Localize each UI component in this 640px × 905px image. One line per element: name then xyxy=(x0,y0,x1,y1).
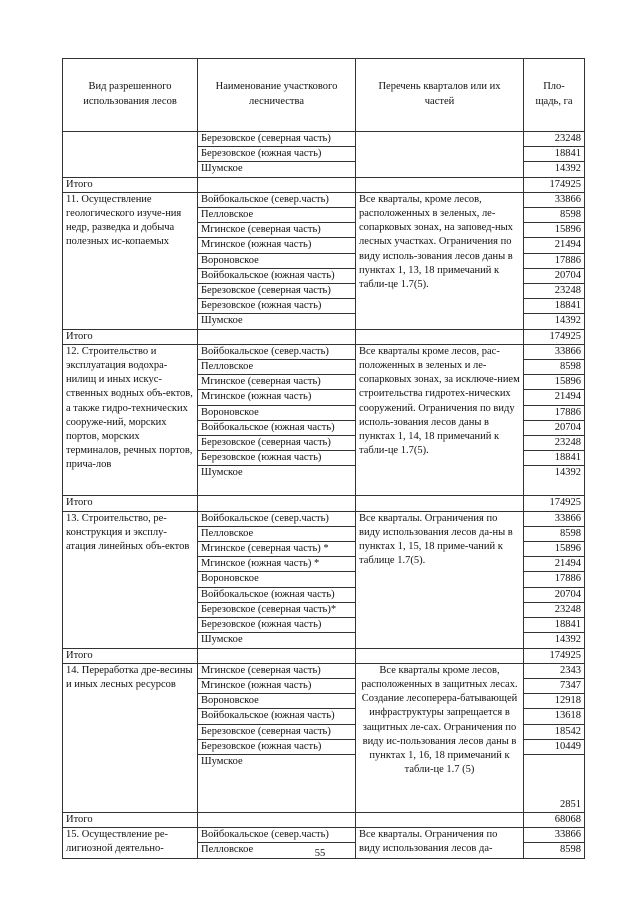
forest-use-table xyxy=(62,58,585,859)
table-cell: Березовское (северная часть) xyxy=(198,724,356,739)
table-row-total xyxy=(63,496,585,511)
table-cell: Мгинское (северная часть) xyxy=(198,223,356,238)
table-cell: Пелловское xyxy=(198,208,356,223)
table-row xyxy=(63,663,585,678)
table-cell: 68068 xyxy=(524,812,585,827)
table-cell xyxy=(356,511,524,648)
table-cell: 7347 xyxy=(524,678,585,693)
table-cell: Итого xyxy=(63,648,198,663)
table-cell: 10449 xyxy=(524,739,585,754)
table-cell: 21494 xyxy=(524,238,585,253)
table-cell: Шумское xyxy=(198,314,356,329)
table-cell: 23248 xyxy=(524,284,585,299)
table-cell: Березовское (южная часть) xyxy=(198,618,356,633)
table-cell: 17886 xyxy=(524,405,585,420)
cell-text: 12. Строительство и эксплуатация водохра-нилищ и иных искус-ственных водных объ-ектов, а также гидро-технических сооруже-ний, морских портов, морских терминалов, речных портов, прича-лов xyxy=(66,345,193,471)
table-cell: Вороновское xyxy=(198,253,356,268)
table-cell: 14392 xyxy=(524,633,585,648)
table-cell: 33866 xyxy=(524,344,585,359)
table-cell: 8598 xyxy=(524,360,585,375)
table-cell: Пелловское xyxy=(198,360,356,375)
table-cell: 15896 xyxy=(524,223,585,238)
table-row xyxy=(63,828,585,843)
table-cell: 23248 xyxy=(524,132,585,147)
table-cell: 8598 xyxy=(524,843,585,858)
table-cell: 174925 xyxy=(524,177,585,192)
table-cell: Войбокальское (южная часть) xyxy=(198,709,356,724)
table-cell xyxy=(356,496,524,511)
cell-text: Все кварталы. Ограничения по виду использования лесов да- xyxy=(359,829,498,855)
table-cell: Войбокальское (север.часть) xyxy=(198,828,356,843)
table-cell: 33866 xyxy=(524,192,585,207)
table-cell: Березовское (южная часть) xyxy=(198,147,356,162)
table-cell: Итого xyxy=(63,329,198,344)
table-cell: 17886 xyxy=(524,253,585,268)
table-row-total xyxy=(63,648,585,663)
table-cell xyxy=(356,344,524,496)
header-cell: Вид разрешенного использования лесов xyxy=(63,59,198,132)
table-row-total xyxy=(63,177,585,192)
table-cell xyxy=(356,812,524,827)
table-cell: Мгинское (южная часть) * xyxy=(198,557,356,572)
table-cell xyxy=(198,177,356,192)
table-cell: 23248 xyxy=(524,436,585,451)
table-cell: 21494 xyxy=(524,557,585,572)
table-cell: 18542 xyxy=(524,724,585,739)
table-cell: Мгинское (северная часть) xyxy=(198,663,356,678)
table-cell: 14392 xyxy=(524,466,585,496)
header-cell: Перечень кварталов или их частей xyxy=(356,59,524,132)
table-cell: Березовское (южная часть) xyxy=(198,739,356,754)
table-cell: 20704 xyxy=(524,587,585,602)
table-cell: 15896 xyxy=(524,375,585,390)
table-cell xyxy=(198,329,356,344)
cell-text: 14. Переработка дре-весины и иных лесных ресурсов xyxy=(66,664,193,690)
table-cell: 13618 xyxy=(524,709,585,724)
table-cell: 33866 xyxy=(524,511,585,526)
table-row xyxy=(63,192,585,207)
table-cell xyxy=(356,177,524,192)
table-cell: Мгинское (северная часть) * xyxy=(198,542,356,557)
table-cell: Войбокальское (южная часть) xyxy=(198,587,356,602)
table-cell: Войбокальское (север.часть) xyxy=(198,511,356,526)
table-cell: Вороновское xyxy=(198,405,356,420)
table-cell: Войбокальское (южная часть) xyxy=(198,420,356,435)
table-cell: Мгинское (южная часть) xyxy=(198,238,356,253)
cell-text: 15. Осуществление ре-лигиозной деятельно- xyxy=(66,829,169,855)
table-cell: Войбокальское (север.часть) xyxy=(198,192,356,207)
table-cell: Шумское xyxy=(198,633,356,648)
cell-text: Все кварталы, кроме лесов, расположенных в зеленых, ле-сопарковых зонах, на заповед-ных лесных участках. Ограничения по виду исполь-зования лесов даны в пунктах 1, 13, 18 примечаний к табли-це 1.7(5). xyxy=(359,193,513,291)
table-cell: Вороновское xyxy=(198,572,356,587)
table-cell: 20704 xyxy=(524,268,585,283)
cell-text: 11. Осуществление геологического изуче-ния недр, разведка и добыча полезных ис-копаемых xyxy=(66,193,182,248)
table-cell: 15896 xyxy=(524,542,585,557)
table-cell: 174925 xyxy=(524,329,585,344)
table-cell xyxy=(356,648,524,663)
table-cell: 18841 xyxy=(524,618,585,633)
table-cell: 2851 xyxy=(524,754,585,812)
table-cell: Итого xyxy=(63,177,198,192)
table-cell: 174925 xyxy=(524,648,585,663)
table-row-total xyxy=(63,329,585,344)
cell-text: 13. Строительство, ре-конструкция и эксплу-атация линейных объ-ектов xyxy=(66,512,190,553)
table-row xyxy=(63,511,585,526)
table-cell: Березовское (южная часть) xyxy=(198,299,356,314)
page-number: 55 xyxy=(314,848,326,859)
table-cell: Березовское (северная часть)* xyxy=(198,602,356,617)
table-cell: Мгинское (южная часть) xyxy=(198,678,356,693)
table-cell xyxy=(356,329,524,344)
table-cell: Войбокальское (южная часть) xyxy=(198,268,356,283)
table-cell xyxy=(198,496,356,511)
table-row-total xyxy=(63,812,585,827)
table-cell: Шумское xyxy=(198,754,356,812)
table-cell: Шумское xyxy=(198,162,356,177)
table-cell: 18841 xyxy=(524,451,585,466)
header-cell: Наименование участкового лесничества xyxy=(198,59,356,132)
table-header-row xyxy=(63,59,585,132)
table-row xyxy=(63,132,585,147)
table-cell: Мгинское (южная часть) xyxy=(198,390,356,405)
table-cell: Березовское (северная часть) xyxy=(198,436,356,451)
table-cell xyxy=(63,132,198,178)
table-cell: 8598 xyxy=(524,526,585,541)
table-cell: 12918 xyxy=(524,694,585,709)
table-cell: Шумское xyxy=(198,466,356,496)
table-cell: Березовское (южная часть) xyxy=(198,451,356,466)
table-cell: 20704 xyxy=(524,420,585,435)
cell-text: Все кварталы. Ограничения по виду использования лесов да-ны в пунктах 1, 15, 18 приме-чаний к таблице 1.7(5). xyxy=(359,512,513,567)
table-cell: 14392 xyxy=(524,314,585,329)
table-cell: Мгинское (северная часть) xyxy=(198,375,356,390)
table-cell: Пелловское xyxy=(198,526,356,541)
table-cell: Итого xyxy=(63,812,198,827)
table-cell: 23248 xyxy=(524,602,585,617)
table-cell xyxy=(356,192,524,329)
table-cell: Войбокальское (север.часть) xyxy=(198,344,356,359)
table-cell: 17886 xyxy=(524,572,585,587)
table-cell xyxy=(356,663,524,812)
table-cell xyxy=(356,132,524,178)
table-cell: 14392 xyxy=(524,162,585,177)
table-cell: Пелловское xyxy=(198,843,356,858)
table-cell xyxy=(63,511,198,648)
header-cell: Пло-щадь, га xyxy=(524,59,585,132)
table-cell: 21494 xyxy=(524,390,585,405)
table-cell xyxy=(63,663,198,812)
table-cell: 18841 xyxy=(524,147,585,162)
cell-text: Все кварталы кроме лесов, рас-положенных в зеленых и ле-сопарковых зонах, за исключе-нием строительства гидротех-нических сооружений. Ограничения по виду исполь-зования лесов даны в пунктах 1, 14, 18 примечаний к табли-це 1.7(5). xyxy=(359,345,520,457)
table-cell: Итого xyxy=(63,496,198,511)
table-cell: Березовское (северная часть) xyxy=(198,132,356,147)
table-cell: 8598 xyxy=(524,208,585,223)
table-cell: 174925 xyxy=(524,496,585,511)
cell-text: Все кварталы кроме лесов, расположенных в защитных лесах. Создание лесоперера-батывающей инфраструктуры запрещается в защитных ле-сах. Ограничения по виду ис-пользования лесов даны в пунктах 1, 16, 18 примечаний к табли-це 1.7 (5) xyxy=(361,664,518,776)
table-cell: 18841 xyxy=(524,299,585,314)
table-cell xyxy=(198,648,356,663)
table-cell: 2343 xyxy=(524,663,585,678)
table-cell: Вороновское xyxy=(198,694,356,709)
table-cell xyxy=(63,344,198,496)
table-cell: Березовское (северная часть) xyxy=(198,284,356,299)
table-cell xyxy=(198,812,356,827)
table-row xyxy=(63,344,585,359)
table-cell: 33866 xyxy=(524,828,585,843)
table-cell xyxy=(63,192,198,329)
